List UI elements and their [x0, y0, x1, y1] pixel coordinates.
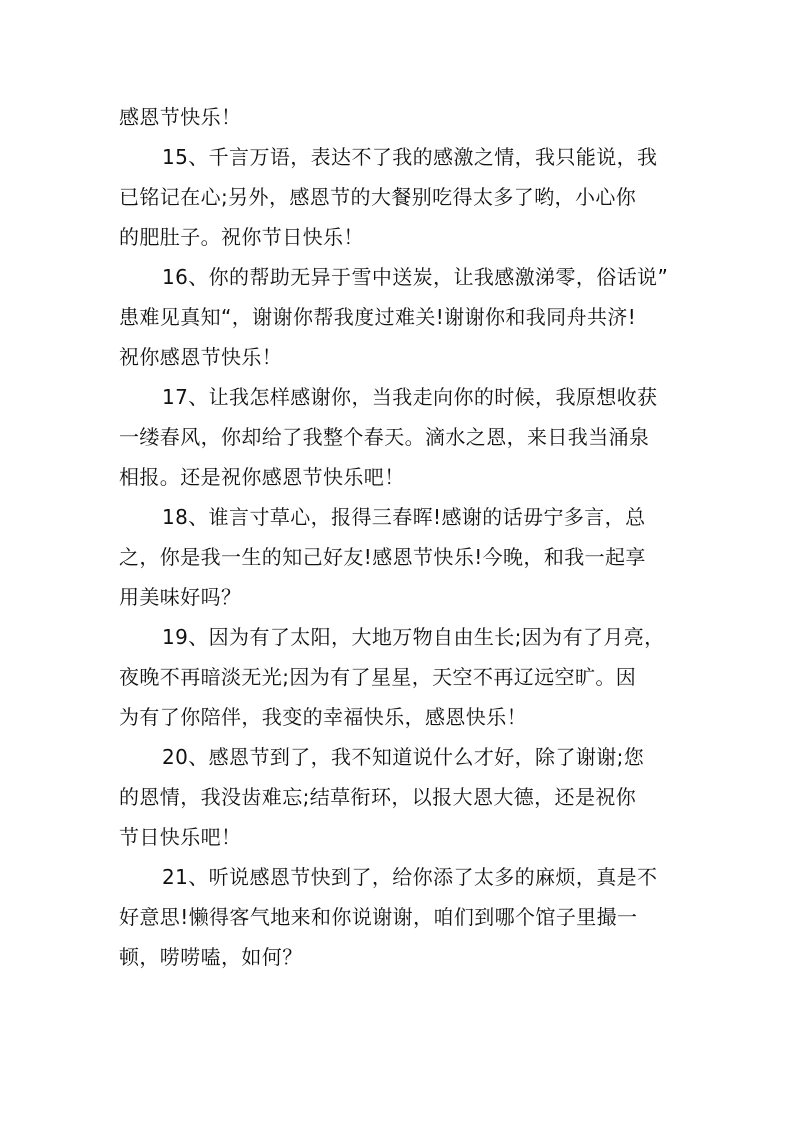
text-line: 好意思!懒得客气地来和你说谢谢，咱们到哪个馆子里撮一	[119, 905, 638, 929]
paragraph-16	[119, 257, 677, 377]
text-line: 用美味好吗？	[119, 585, 242, 609]
text-line: 节日快乐吧！	[119, 825, 242, 849]
paragraph-21	[119, 857, 677, 977]
text-line: 夜晚不再暗淡无光;因为有了星星，天空不再辽远空旷。因	[119, 665, 637, 689]
text-line: 21、听说感恩节快到了，给你添了太多的麻烦，真是不	[162, 865, 658, 889]
text-line: 患难见真知“，谢谢你帮我度过难关!谢谢你和我同舟共济!	[119, 305, 637, 329]
text-line: 感恩节快乐！	[119, 105, 242, 129]
text-line: 17、让我怎样感谢你，当我走向你的时候，我原想收获	[162, 385, 658, 409]
paragraph-18	[119, 497, 677, 617]
text-line: 的恩情，我没齿难忘;结草衔环，以报大恩大德，还是祝你	[119, 785, 637, 809]
paragraph-19	[119, 617, 677, 737]
text-line: 祝你感恩节快乐！	[119, 345, 283, 369]
text-line: 之，你是我一生的知己好友!感恩节快乐!今晚，和我一起享	[119, 545, 646, 569]
text-line: 20、感恩节到了，我不知道说什么才好，除了谢谢;您	[162, 745, 645, 769]
text-line: 16、你的帮助无异于雪中送炭，让我感激涕零，俗话说”	[162, 265, 669, 289]
text-line: 的肥肚子。祝你节日快乐！	[119, 225, 364, 249]
paragraph-20	[119, 737, 677, 857]
document-body	[119, 97, 677, 977]
text-line: 为有了你陪伴，我变的幸福快乐，感恩快乐！	[119, 705, 527, 729]
text-line: 15、千言万语，表达不了我的感激之情，我只能说，我	[162, 145, 658, 169]
text-line: 一缕春风，你却给了我整个春天。滴水之恩，来日我当涌泉	[119, 425, 650, 449]
text-line: 19、因为有了太阳，大地万物自由生长;因为有了月亮，	[162, 625, 665, 649]
paragraph-0	[119, 97, 677, 137]
paragraph-17	[119, 377, 677, 497]
text-line: 18、谁言寸草心，报得三春晖!感谢的话毋宁多言，总	[162, 505, 646, 529]
paragraph-15	[119, 137, 677, 257]
text-line: 顿，唠唠嗑，如何？	[119, 945, 303, 969]
text-line: 相报。还是祝你感恩节快乐吧！	[119, 465, 405, 489]
text-line: 已铭记在心;另外，感恩节的大餐别吃得太多了哟，小心你	[119, 185, 637, 209]
